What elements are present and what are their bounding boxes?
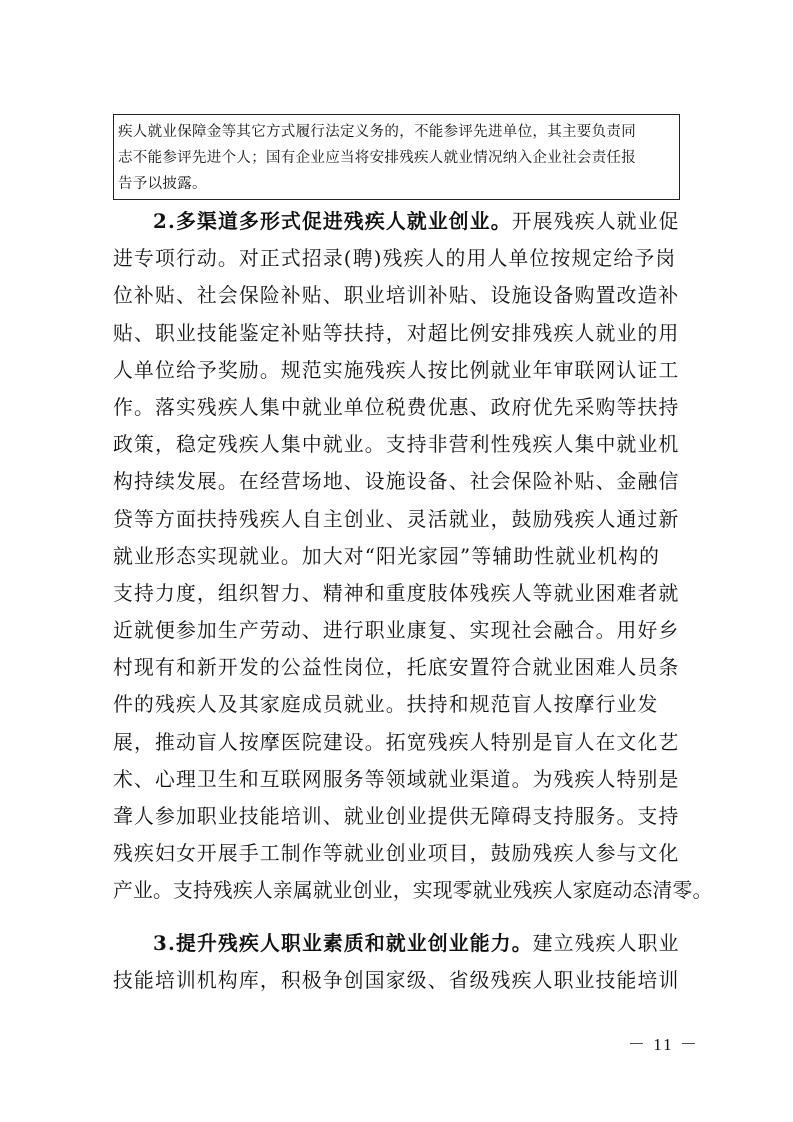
body-line: 位补贴、社会保险补贴、职业培训补贴、设施设备购置改造补 bbox=[113, 284, 680, 308]
box-line: 告予以披露。 bbox=[118, 176, 207, 192]
section-2-first-line bbox=[113, 203, 683, 240]
body-line: 政策，稳定残疾人集中就业。支持非营利性残疾人集中就业机 bbox=[113, 433, 680, 457]
section-3-paragraph bbox=[113, 925, 683, 999]
section-2-first-line-text: 开展残疾人就业促 bbox=[511, 210, 680, 233]
body-line: 近就便参加生产劳动、进行职业康复、实现社会融合。用好乡 bbox=[113, 619, 680, 643]
body-line: 件的残疾人及其家庭成员就业。扶持和规范盲人按摩行业发 bbox=[113, 693, 659, 717]
body-line: 贴、职业技能鉴定补贴等扶持，对超比例安排残疾人就业的用 bbox=[113, 321, 680, 345]
section-3-heading: 3.提升残疾人职业素质和就业创业能力。 bbox=[153, 931, 533, 955]
section-2-paragraph bbox=[113, 203, 713, 910]
body-line: 贷等方面扶持残疾人自主创业、灵活就业，鼓励残疾人通过新 bbox=[113, 507, 680, 531]
boxed-note bbox=[113, 114, 680, 200]
body-line: 构持续发展。在经营场地、设施设备、社会保险补贴、金融信 bbox=[113, 470, 680, 494]
body-line: 就业形态实现就业。加大对“阳光家园”等辅助性就业机构的 bbox=[113, 544, 661, 568]
page-number: － 11 － bbox=[628, 1035, 699, 1054]
section-2-heading: 2.多渠道多形式促进残疾人就业创业。 bbox=[153, 209, 512, 233]
body-line: 残疾妇女开展手工制作等就业创业项目，鼓励残疾人参与文化 bbox=[113, 842, 680, 866]
section-3-first-line-text: 建立残疾人职业 bbox=[532, 932, 680, 955]
box-line: 志不能参评先进个人；国有企业应当将安排残疾人就业情况纳入企业社会责任报 bbox=[118, 150, 636, 166]
body-line: 聋人参加职业技能培训、就业创业提供无障碍支持服务。支持 bbox=[113, 805, 680, 828]
body-line: 术、心理卫生和互联网服务等领域就业渠道。为残疾人特别是 bbox=[113, 767, 680, 791]
body-line: 产业。支持残疾人亲属就业创业，实现零就业残疾人家庭动态清零。 bbox=[113, 879, 713, 903]
body-line: 村现有和新开发的公益性岗位，托底安置符合就业困难人员条 bbox=[113, 656, 680, 680]
body-line: 进专项行动。对正式招录(聘)残疾人的用人单位按规定给予岗 bbox=[113, 247, 677, 271]
body-line: 人单位给予奖励。规范实施残疾人按比例就业年审联网认证工 bbox=[113, 358, 680, 382]
box-line: 疾人就业保障金等其它方式履行法定义务的，不能参评先进单位，其主要负责同 bbox=[118, 124, 636, 140]
body-line: 作。落实残疾人集中就业单位税费优惠、政府优先采购等扶持 bbox=[113, 395, 680, 419]
body-line: 技能培训机构库，积极争创国家级、省级残疾人职业技能培训 bbox=[113, 969, 680, 993]
section-3-first-line bbox=[113, 925, 683, 962]
body-line: 支持力度，组织智力、精神和重度肢体残疾人等就业困难者就 bbox=[113, 581, 680, 605]
body-line: 展，推动盲人按摩医院建设。拓宽残疾人特别是盲人在文化艺 bbox=[113, 730, 680, 754]
